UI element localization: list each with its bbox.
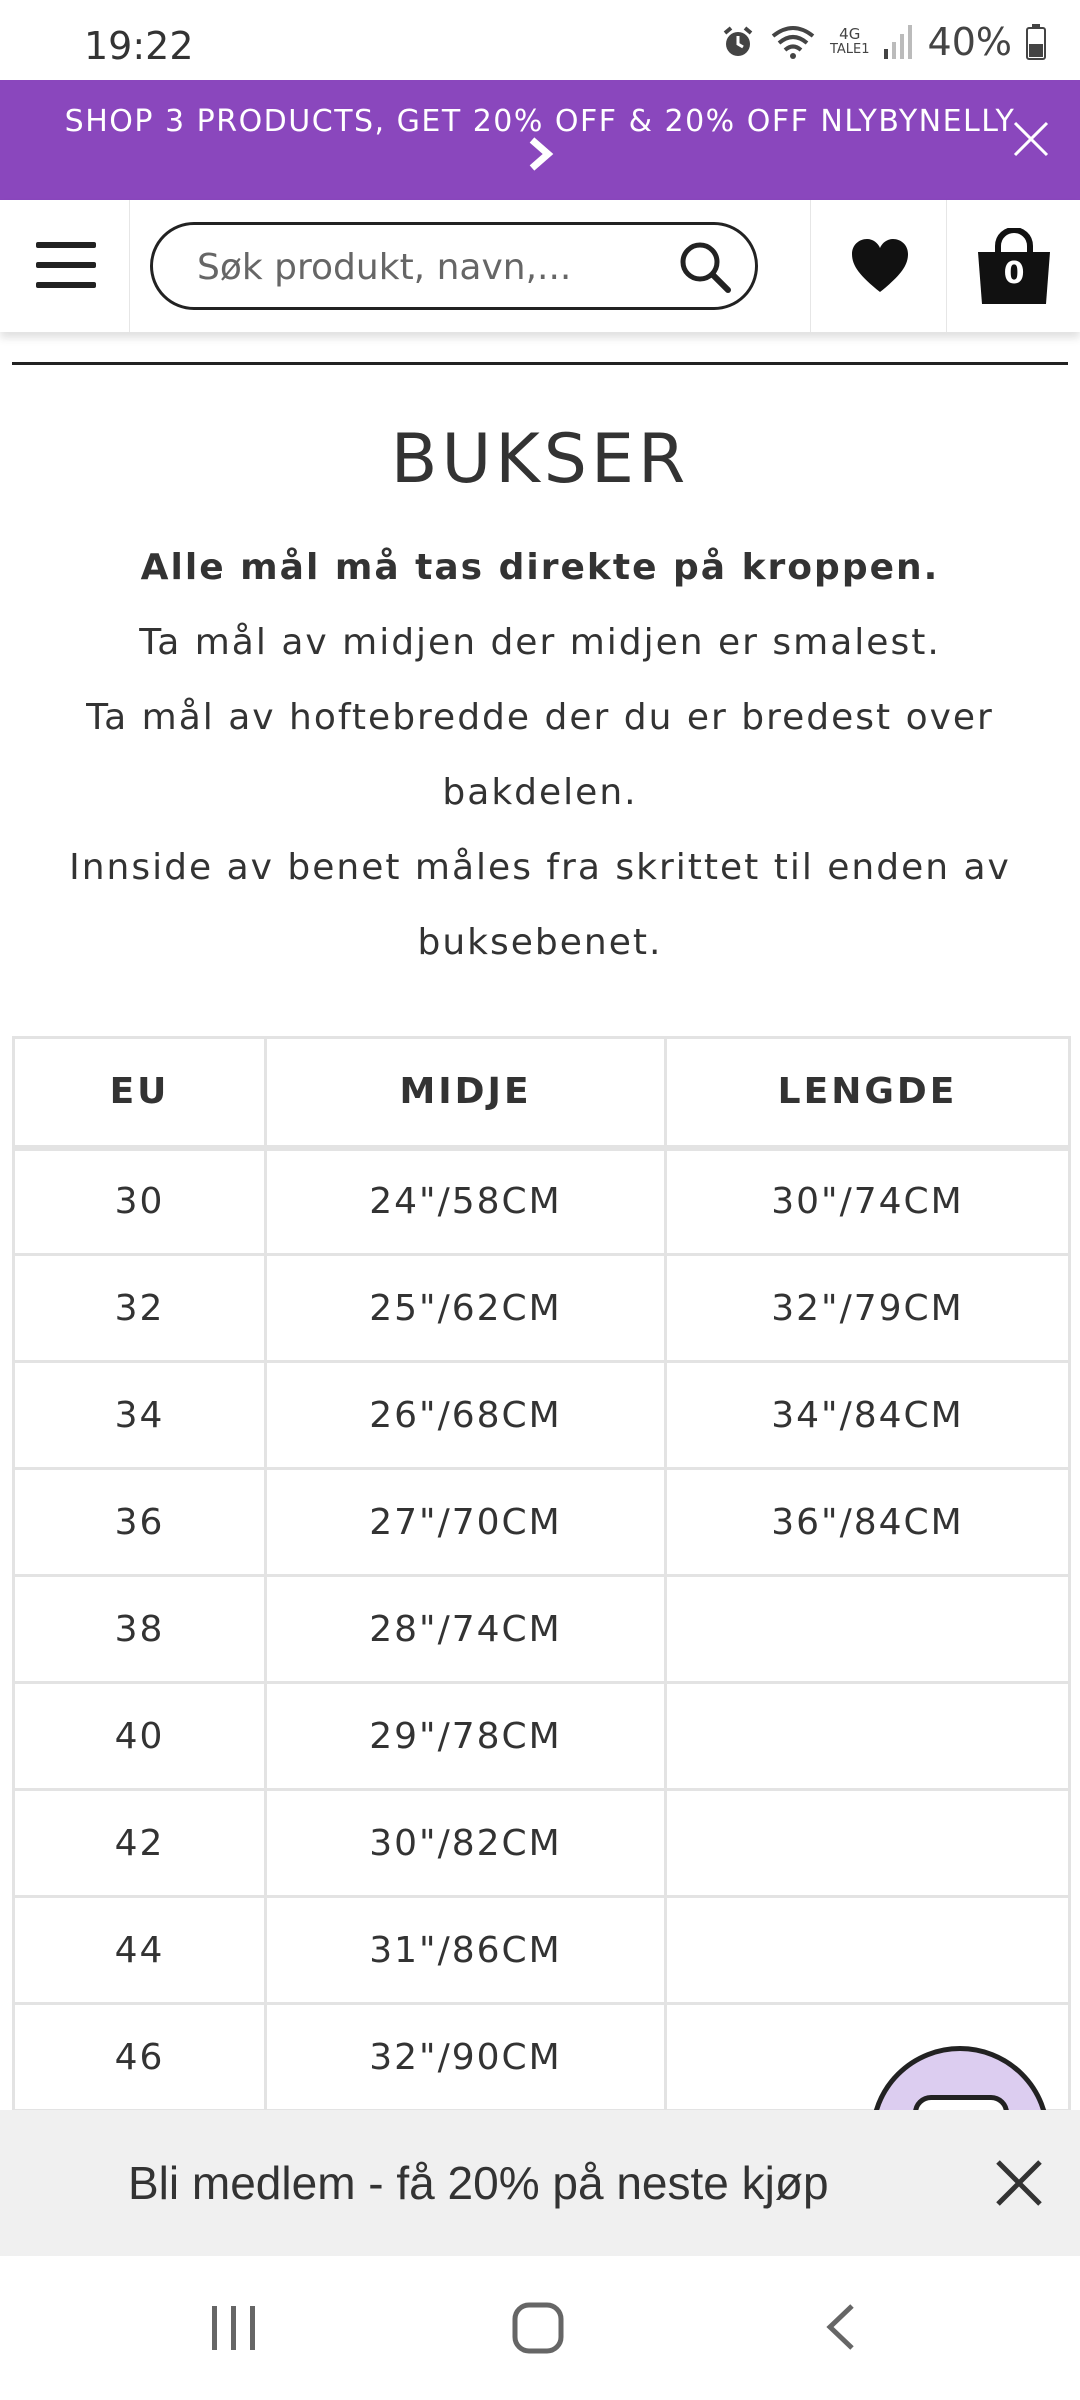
table-row: [14, 1576, 1070, 1683]
cell-midje: 31"/86CM: [266, 1897, 666, 2004]
network-sub-label: TALE1: [829, 42, 870, 57]
cell-eu: 36: [14, 1469, 266, 1576]
cell-lengde: 30"/74CM: [666, 1148, 1070, 1255]
battery-icon: [1026, 24, 1046, 60]
table-row: [14, 1683, 1070, 1790]
cell-lengde: [666, 1790, 1070, 1897]
cell-lengde: [666, 1897, 1070, 2004]
cell-eu: 40: [14, 1683, 266, 1790]
status-bar: [0, 0, 1080, 80]
header-divider: [810, 200, 811, 332]
menu-button[interactable]: [0, 200, 130, 332]
network-label: 4G: [839, 25, 861, 43]
heart-icon: [850, 238, 910, 294]
measurement-instructions: [20, 530, 1060, 980]
cell-lengde: 36"/84CM: [666, 1469, 1070, 1576]
membership-bar[interactable]: [0, 2110, 1080, 2256]
header-eu: EU: [14, 1038, 266, 1148]
header-lengde: LENGDE: [666, 1038, 1070, 1148]
promo-banner[interactable]: [0, 80, 1080, 200]
back-icon[interactable]: [824, 2302, 858, 2352]
instruction-inseam: Innside av benet måles fra skrittet til enden av buksebenet.: [69, 847, 1011, 963]
instruction-bold: Alle mål må tas direkte på kroppen.: [140, 547, 940, 588]
cell-eu: 30: [14, 1148, 266, 1255]
cell-lengde: [666, 1576, 1070, 1683]
table-row: [14, 1469, 1070, 1576]
search-icon[interactable]: [677, 239, 733, 295]
signal-icon: [884, 25, 914, 59]
instruction-hip: Ta mål av hoftebredde der du er bredest over bakdelen.: [86, 697, 994, 813]
table-row: [14, 1255, 1070, 1362]
close-icon[interactable]: [994, 2158, 1044, 2208]
header-midje: MIDJE: [266, 1038, 666, 1148]
table-row: [14, 1897, 1070, 2004]
cell-eu: 46: [14, 2004, 266, 2111]
cell-eu: 38: [14, 1576, 266, 1683]
header-divider: [946, 200, 947, 332]
size-table: [12, 1036, 1071, 2112]
cell-midje: 24"/58CM: [266, 1148, 666, 1255]
chevron-right-icon[interactable]: [528, 136, 556, 172]
alarm-icon: [720, 24, 756, 60]
table-row: [14, 1148, 1070, 1255]
cell-eu: 34: [14, 1362, 266, 1469]
search-input[interactable]: [197, 241, 657, 293]
system-nav-bar: [0, 2256, 1080, 2400]
cell-midje: 29"/78CM: [266, 1683, 666, 1790]
battery-percent: 40%: [927, 20, 1012, 64]
page-title: BUKSER: [390, 420, 690, 499]
cell-lengde: 32"/79CM: [666, 1255, 1070, 1362]
cell-midje: 27"/70CM: [266, 1469, 666, 1576]
membership-text: Bli medlem - få 20% på neste kjøp: [128, 2157, 829, 2209]
wishlist-button[interactable]: [812, 200, 948, 332]
section-divider: [12, 362, 1068, 365]
cell-midje: 26"/68CM: [266, 1362, 666, 1469]
cart-count: 0: [1003, 256, 1025, 291]
instruction-waist: Ta mål av midjen der midjen er smalest.: [139, 622, 941, 663]
home-icon[interactable]: [512, 2302, 564, 2354]
cell-midje: 30"/82CM: [266, 1790, 666, 1897]
cell-midje: 32"/90CM: [266, 2004, 666, 2111]
status-icons: [720, 22, 1046, 62]
close-icon[interactable]: [1012, 120, 1050, 158]
cell-midje: 25"/62CM: [266, 1255, 666, 1362]
wifi-icon: [770, 24, 816, 60]
network-type: [830, 27, 870, 57]
recent-apps-icon[interactable]: [210, 2304, 260, 2352]
cell-lengde: [666, 1683, 1070, 1790]
cell-lengde: 34"/84CM: [666, 1362, 1070, 1469]
table-row: [14, 1790, 1070, 1897]
table-header-row: [14, 1038, 1070, 1148]
search-bar[interactable]: [150, 222, 758, 310]
promo-text: SHOP 3 PRODUCTS, GET 20% OFF & 20% OFF NLYBYNELLY: [64, 104, 1016, 139]
cart-button[interactable]: [948, 200, 1080, 332]
cell-eu: 32: [14, 1255, 266, 1362]
cell-eu: 44: [14, 1897, 266, 2004]
cell-midje: 28"/74CM: [266, 1576, 666, 1683]
status-time: 19:22: [84, 24, 194, 68]
table-row: [14, 1362, 1070, 1469]
cell-eu: 42: [14, 1790, 266, 1897]
site-header: [0, 200, 1080, 332]
